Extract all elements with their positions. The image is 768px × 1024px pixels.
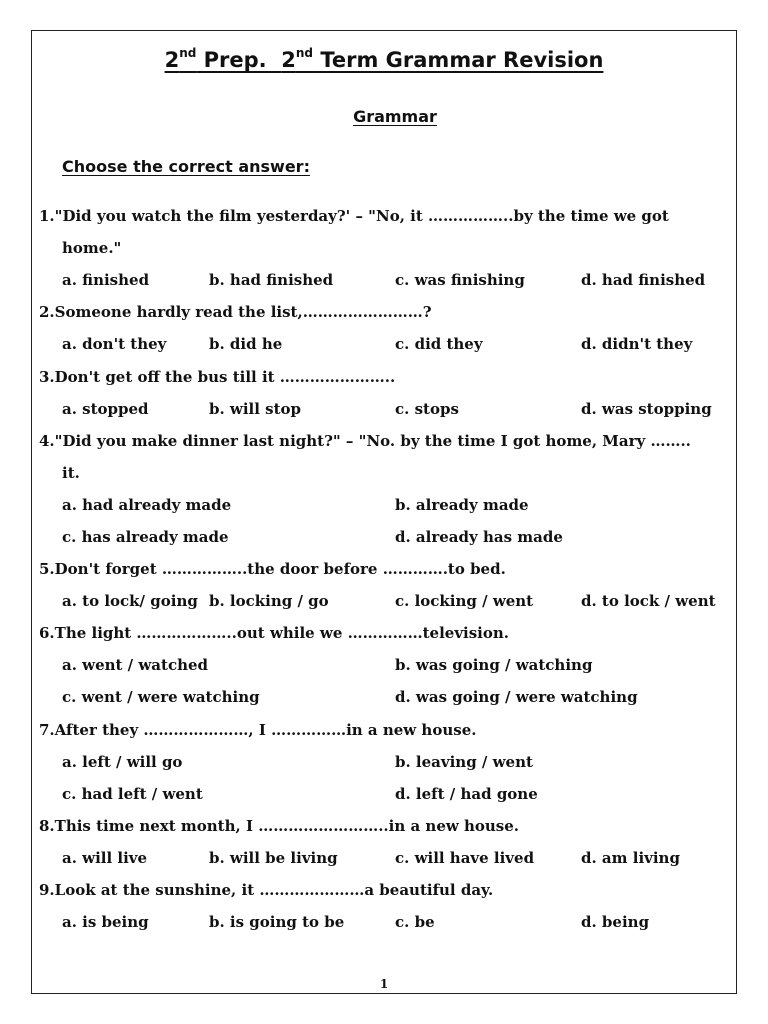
option-c: c. was finishing [395,271,525,289]
question-2 [39,296,719,328]
question-text: 7.After they …………………, I ……………in a new house. [39,721,477,739]
option-b: b. was going / watching [395,656,593,674]
question-6-options [62,649,742,681]
option-c: c. did they [395,335,483,353]
question-8-options [62,842,742,874]
option-c: c. stops [395,400,459,418]
option-d: d. already has made [395,528,563,546]
option-b: b. did he [209,335,283,353]
question-continuation: it. [62,464,80,482]
question-7 [39,714,719,746]
option-c: c. went / were watching [62,688,260,706]
option-d: d. left / had gone [395,785,538,803]
question-9 [39,874,719,906]
option-a: a. don't they [62,335,167,353]
page-number: 1 [379,977,389,991]
option-a: a. is being [62,913,149,931]
question-text: 2.Someone hardly read the list,……………………? [39,303,432,321]
option-b: b. will stop [209,400,302,418]
page-title [0,44,768,76]
option-a: a. left / will go [62,753,183,771]
question-7-options [62,746,742,778]
option-a: a. finished [62,271,150,289]
question-9-options [62,906,742,938]
question-5-options [62,585,742,617]
option-d: d. was stopping [581,400,712,418]
question-continuation: home." [62,239,122,257]
option-c: c. had left / went [62,785,203,803]
question-5 [39,553,719,585]
question-1 [39,200,719,264]
title-superscript: nd [179,46,197,60]
option-d: d. to lock / went [581,592,716,610]
instruction-heading: Choose the correct answer: [62,157,310,176]
option-b: b. had finished [209,271,334,289]
question-4-options-row2 [62,521,742,553]
question-text: 5.Don't forget ……………..the door before ………….to bed. [39,560,506,578]
question-3 [39,361,719,393]
title-number: 2 [164,48,180,72]
option-a: a. to lock/ going [62,592,198,610]
option-b: b. will be living [209,849,338,867]
title-number: 2 [281,48,296,72]
option-c: c. has already made [62,528,229,546]
question-3-options [62,393,742,425]
option-d: d. am living [581,849,680,867]
title-superscript: nd [295,46,314,60]
question-text: 9.Look at the sunshine, it …………………a beautiful day. [39,881,494,899]
option-b: b. already made [395,496,529,514]
option-a: a. stopped [62,400,149,418]
option-d: d. being [581,913,650,931]
option-a: a. had already made [62,496,232,514]
question-2-options [62,328,742,360]
option-b: b. locking / go [209,592,329,610]
option-c: c. will have lived [395,849,535,867]
option-d: d. didn't they [581,335,693,353]
title-text: Prep. [196,48,282,72]
option-d: d. had finished [581,271,706,289]
option-a: a. will live [62,849,148,867]
option-c: c. be [395,913,435,931]
question-1-options [62,264,742,296]
question-text: 4."Did you make dinner last night?" – "No. by the time I got home, Mary …….. [39,432,691,450]
title-text: Term Grammar Revision [313,48,604,72]
option-b: b. is going to be [209,913,345,931]
question-6-options-row2 [62,681,742,713]
question-text: 6.The light ………………..out while we ……………television. [39,624,510,642]
option-a: a. went / watched [62,656,209,674]
question-text: 8.This time next month, I ……………………..in a new house. [39,817,520,835]
option-b: b. leaving / went [395,753,533,771]
question-8 [39,810,719,842]
question-text: 3.Don't get off the bus till it ………………….. [39,368,396,386]
question-4-options [62,489,742,521]
option-d: d. was going / were watching [395,688,638,706]
question-7-options-row2 [62,778,742,810]
question-4 [39,425,719,489]
question-text: 1."Did you watch the film yesterday?' – "No, it ……………..by the time we got [39,207,669,225]
question-6 [39,617,719,649]
option-c: c. locking / went [395,592,534,610]
section-heading: Grammar [353,107,437,126]
